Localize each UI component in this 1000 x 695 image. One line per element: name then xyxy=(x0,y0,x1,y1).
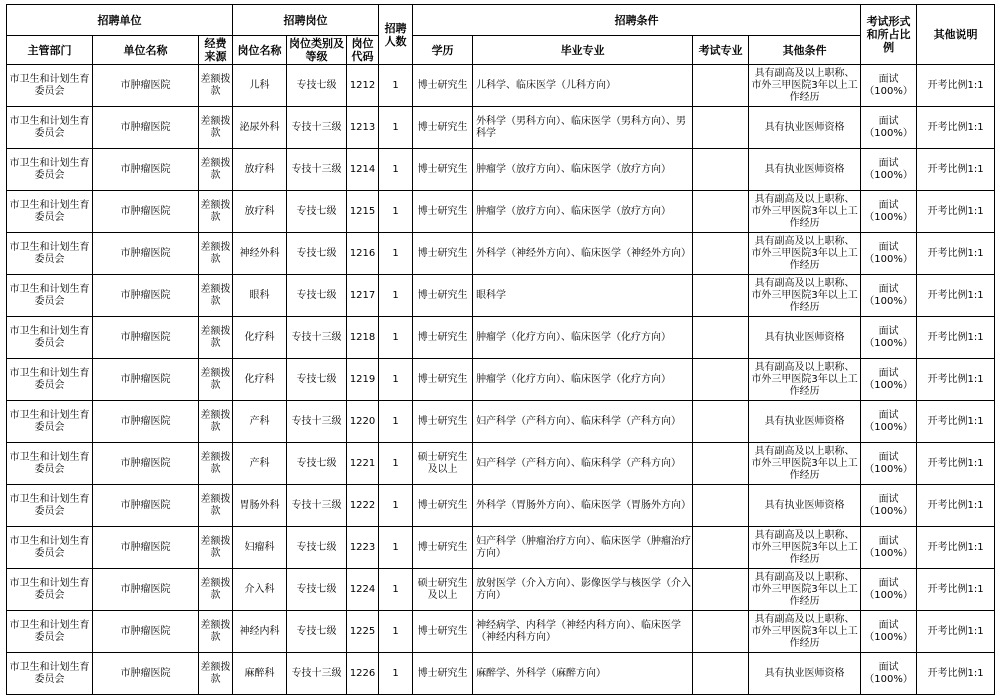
cell-exam-format: 面试（100%） xyxy=(861,359,917,401)
cell-exam-format: 面试（100%） xyxy=(861,653,917,695)
cell-post: 放疗科 xyxy=(233,149,287,191)
cell-count: 1 xyxy=(379,233,413,275)
cell-exam-format: 面试（100%） xyxy=(861,275,917,317)
cell-education: 博士研究生 xyxy=(413,401,473,443)
cell-post: 产科 xyxy=(233,443,287,485)
cell-major: 妇产科学（产科方向）、临床科学（产科方向） xyxy=(473,401,693,443)
cell-exam-format: 面试（100%） xyxy=(861,611,917,653)
cell-exam-major xyxy=(693,443,749,485)
cell-exam-major xyxy=(693,359,749,401)
cell-dept: 市卫生和计划生育委员会 xyxy=(7,527,93,569)
cell-education: 博士研究生 xyxy=(413,191,473,233)
table-row xyxy=(7,443,995,485)
cell-exam-major xyxy=(693,107,749,149)
cell-level: 专技七级 xyxy=(287,359,347,401)
header-post-type: 岗位类别及等级 xyxy=(287,36,347,65)
cell-level: 专技七级 xyxy=(287,443,347,485)
cell-other-conditions: 具有副高及以上职称、市外三甲医院3年以上工作经历 xyxy=(749,275,861,317)
cell-major: 眼科学 xyxy=(473,275,693,317)
cell-major: 肿瘤学（放疗方向）、临床医学（放疗方向） xyxy=(473,191,693,233)
cell-education: 硕士研究生及以上 xyxy=(413,569,473,611)
header-conditions: 招聘条件 xyxy=(413,5,861,36)
cell-funding: 差额拨款 xyxy=(199,485,233,527)
cell-exam-major xyxy=(693,485,749,527)
table-row xyxy=(7,149,995,191)
table-row xyxy=(7,401,995,443)
cell-post: 神经内科 xyxy=(233,611,287,653)
cell-funding: 差额拨款 xyxy=(199,359,233,401)
cell-dept: 市卫生和计划生育委员会 xyxy=(7,317,93,359)
cell-count: 1 xyxy=(379,107,413,149)
cell-exam-major xyxy=(693,569,749,611)
cell-level: 专技七级 xyxy=(287,191,347,233)
cell-level: 专技七级 xyxy=(287,611,347,653)
cell-funding: 差额拨款 xyxy=(199,527,233,569)
cell-note: 开考比例1:1 xyxy=(917,611,995,653)
cell-exam-format: 面试（100%） xyxy=(861,569,917,611)
cell-funding: 差额拨款 xyxy=(199,401,233,443)
cell-note: 开考比例1:1 xyxy=(917,65,995,107)
header-funding: 经费来源 xyxy=(199,36,233,65)
cell-education: 博士研究生 xyxy=(413,233,473,275)
header-dept: 主管部门 xyxy=(7,36,93,65)
cell-post: 介入科 xyxy=(233,569,287,611)
cell-exam-major xyxy=(693,527,749,569)
table-row xyxy=(7,527,995,569)
cell-post: 胃肠外科 xyxy=(233,485,287,527)
cell-education: 博士研究生 xyxy=(413,65,473,107)
cell-other-conditions: 具有副高及以上职称、市外三甲医院3年以上工作经历 xyxy=(749,191,861,233)
cell-unit: 市肿瘤医院 xyxy=(93,611,199,653)
cell-dept: 市卫生和计划生育委员会 xyxy=(7,653,93,695)
cell-note: 开考比例1:1 xyxy=(917,191,995,233)
cell-post: 泌尿外科 xyxy=(233,107,287,149)
cell-exam-format: 面试（100%） xyxy=(861,485,917,527)
header-education: 学历 xyxy=(413,36,473,65)
cell-level: 专技七级 xyxy=(287,275,347,317)
cell-funding: 差额拨款 xyxy=(199,653,233,695)
cell-major: 麻醉学、外科学（麻醉方向） xyxy=(473,653,693,695)
cell-count: 1 xyxy=(379,359,413,401)
cell-funding: 差额拨款 xyxy=(199,233,233,275)
cell-funding: 差额拨款 xyxy=(199,65,233,107)
cell-level: 专技十三级 xyxy=(287,653,347,695)
table-row xyxy=(7,233,995,275)
cell-level: 专技七级 xyxy=(287,569,347,611)
cell-major: 神经病学、内科学（神经内科方向）、临床医学（神经内科方向） xyxy=(473,611,693,653)
table-body xyxy=(7,65,995,695)
header-post-name: 岗位名称 xyxy=(233,36,287,65)
cell-level: 专技七级 xyxy=(287,233,347,275)
cell-funding: 差额拨款 xyxy=(199,569,233,611)
table-row xyxy=(7,611,995,653)
cell-note: 开考比例1:1 xyxy=(917,527,995,569)
cell-education: 博士研究生 xyxy=(413,149,473,191)
cell-note: 开考比例1:1 xyxy=(917,401,995,443)
cell-exam-major xyxy=(693,317,749,359)
cell-education: 博士研究生 xyxy=(413,611,473,653)
cell-funding: 差额拨款 xyxy=(199,107,233,149)
cell-note: 开考比例1:1 xyxy=(917,149,995,191)
cell-unit: 市肿瘤医院 xyxy=(93,485,199,527)
cell-dept: 市卫生和计划生育委员会 xyxy=(7,275,93,317)
recruitment-table xyxy=(6,4,995,695)
header-unit-name: 单位名称 xyxy=(93,36,199,65)
cell-unit: 市肿瘤医院 xyxy=(93,443,199,485)
cell-other-conditions: 具有执业医师资格 xyxy=(749,107,861,149)
cell-education: 博士研究生 xyxy=(413,485,473,527)
cell-count: 1 xyxy=(379,527,413,569)
cell-code: 1225 xyxy=(347,611,379,653)
cell-note: 开考比例1:1 xyxy=(917,233,995,275)
cell-count: 1 xyxy=(379,485,413,527)
cell-unit: 市肿瘤医院 xyxy=(93,191,199,233)
cell-other-conditions: 具有副高及以上职称、市外三甲医院3年以上工作经历 xyxy=(749,527,861,569)
header-major: 毕业专业 xyxy=(473,36,693,65)
cell-unit: 市肿瘤医院 xyxy=(93,527,199,569)
cell-code: 1221 xyxy=(347,443,379,485)
cell-dept: 市卫生和计划生育委员会 xyxy=(7,65,93,107)
cell-major: 外科学（男科方向）、临床医学（男科方向）、男科学 xyxy=(473,107,693,149)
cell-other-conditions: 具有副高及以上职称、市外三甲医院3年以上工作经历 xyxy=(749,443,861,485)
cell-code: 1222 xyxy=(347,485,379,527)
cell-funding: 差额拨款 xyxy=(199,149,233,191)
cell-exam-major xyxy=(693,401,749,443)
table-row xyxy=(7,275,995,317)
cell-exam-format: 面试（100%） xyxy=(861,149,917,191)
cell-code: 1226 xyxy=(347,653,379,695)
header-exam-major: 考试专业 xyxy=(693,36,749,65)
cell-major: 妇产科学（肿瘤治疗方向）、临床医学（肿瘤治疗方向） xyxy=(473,527,693,569)
cell-code: 1213 xyxy=(347,107,379,149)
cell-dept: 市卫生和计划生育委员会 xyxy=(7,485,93,527)
cell-education: 博士研究生 xyxy=(413,527,473,569)
cell-count: 1 xyxy=(379,149,413,191)
cell-unit: 市肿瘤医院 xyxy=(93,359,199,401)
cell-unit: 市肿瘤医院 xyxy=(93,569,199,611)
cell-post: 神经外科 xyxy=(233,233,287,275)
table-row xyxy=(7,653,995,695)
cell-major: 肿瘤学（化疗方向）、临床医学（化疗方向） xyxy=(473,317,693,359)
table-row xyxy=(7,65,995,107)
cell-count: 1 xyxy=(379,569,413,611)
table-row xyxy=(7,569,995,611)
cell-count: 1 xyxy=(379,275,413,317)
cell-code: 1220 xyxy=(347,401,379,443)
cell-major: 外科学（胃肠外方向）、临床医学（胃肠外方向） xyxy=(473,485,693,527)
cell-note: 开考比例1:1 xyxy=(917,275,995,317)
table-row xyxy=(7,191,995,233)
cell-post: 儿科 xyxy=(233,65,287,107)
cell-dept: 市卫生和计划生育委员会 xyxy=(7,611,93,653)
cell-major: 儿科学、临床医学（儿科方向） xyxy=(473,65,693,107)
cell-other-conditions: 具有副高及以上职称、市外三甲医院3年以上工作经历 xyxy=(749,359,861,401)
cell-exam-major xyxy=(693,233,749,275)
cell-major: 放射医学（介入方向）、影像医学与核医学（介入方向） xyxy=(473,569,693,611)
header-exam-format: 考试形式和所占比例 xyxy=(861,5,917,65)
cell-note: 开考比例1:1 xyxy=(917,485,995,527)
cell-funding: 差额拨款 xyxy=(199,611,233,653)
cell-code: 1215 xyxy=(347,191,379,233)
cell-code: 1214 xyxy=(347,149,379,191)
cell-unit: 市肿瘤医院 xyxy=(93,107,199,149)
cell-count: 1 xyxy=(379,443,413,485)
cell-code: 1212 xyxy=(347,65,379,107)
cell-note: 开考比例1:1 xyxy=(917,569,995,611)
cell-exam-major xyxy=(693,65,749,107)
header-recruiting-post: 招聘岗位 xyxy=(233,5,379,36)
table-row xyxy=(7,485,995,527)
cell-other-conditions: 具有副高及以上职称、市外三甲医院3年以上工作经历 xyxy=(749,65,861,107)
cell-unit: 市肿瘤医院 xyxy=(93,233,199,275)
cell-exam-major xyxy=(693,653,749,695)
cell-note: 开考比例1:1 xyxy=(917,359,995,401)
cell-education: 博士研究生 xyxy=(413,653,473,695)
cell-note: 开考比例1:1 xyxy=(917,317,995,359)
cell-dept: 市卫生和计划生育委员会 xyxy=(7,191,93,233)
cell-other-conditions: 具有副高及以上职称、市外三甲医院3年以上工作经历 xyxy=(749,569,861,611)
cell-post: 化疗科 xyxy=(233,317,287,359)
cell-count: 1 xyxy=(379,317,413,359)
cell-post: 放疗科 xyxy=(233,191,287,233)
cell-code: 1216 xyxy=(347,233,379,275)
cell-education: 硕士研究生及以上 xyxy=(413,443,473,485)
cell-dept: 市卫生和计划生育委员会 xyxy=(7,233,93,275)
cell-major: 肿瘤学（放疗方向）、临床医学（放疗方向） xyxy=(473,149,693,191)
cell-code: 1218 xyxy=(347,317,379,359)
cell-code: 1219 xyxy=(347,359,379,401)
cell-post: 麻醉科 xyxy=(233,653,287,695)
cell-exam-format: 面试（100%） xyxy=(861,527,917,569)
cell-post: 化疗科 xyxy=(233,359,287,401)
cell-count: 1 xyxy=(379,191,413,233)
cell-code: 1217 xyxy=(347,275,379,317)
table-row xyxy=(7,317,995,359)
cell-funding: 差额拨款 xyxy=(199,275,233,317)
header-recruiting-unit: 招聘单位 xyxy=(7,5,233,36)
table-row xyxy=(7,359,995,401)
cell-dept: 市卫生和计划生育委员会 xyxy=(7,443,93,485)
cell-level: 专技十三级 xyxy=(287,149,347,191)
cell-unit: 市肿瘤医院 xyxy=(93,401,199,443)
cell-level: 专技十三级 xyxy=(287,107,347,149)
cell-other-conditions: 具有副高及以上职称、市外三甲医院3年以上工作经历 xyxy=(749,233,861,275)
cell-other-conditions: 具有执业医师资格 xyxy=(749,485,861,527)
cell-exam-format: 面试（100%） xyxy=(861,401,917,443)
cell-other-conditions: 具有执业医师资格 xyxy=(749,401,861,443)
cell-exam-format: 面试（100%） xyxy=(861,317,917,359)
cell-exam-format: 面试（100%） xyxy=(861,65,917,107)
cell-major: 肿瘤学（化疗方向）、临床医学（化疗方向） xyxy=(473,359,693,401)
cell-exam-major xyxy=(693,191,749,233)
cell-dept: 市卫生和计划生育委员会 xyxy=(7,569,93,611)
header-other-conditions: 其他条件 xyxy=(749,36,861,65)
cell-dept: 市卫生和计划生育委员会 xyxy=(7,401,93,443)
cell-note: 开考比例1:1 xyxy=(917,443,995,485)
cell-exam-major xyxy=(693,611,749,653)
cell-education: 博士研究生 xyxy=(413,359,473,401)
cell-exam-major xyxy=(693,149,749,191)
cell-code: 1223 xyxy=(347,527,379,569)
header-post-code: 岗位代码 xyxy=(347,36,379,65)
cell-dept: 市卫生和计划生育委员会 xyxy=(7,107,93,149)
cell-unit: 市肿瘤医院 xyxy=(93,275,199,317)
cell-level: 专技十三级 xyxy=(287,401,347,443)
cell-other-conditions: 具有执业医师资格 xyxy=(749,653,861,695)
cell-education: 博士研究生 xyxy=(413,317,473,359)
cell-post: 产科 xyxy=(233,401,287,443)
cell-exam-format: 面试（100%） xyxy=(861,443,917,485)
cell-funding: 差额拨款 xyxy=(199,443,233,485)
cell-count: 1 xyxy=(379,611,413,653)
cell-unit: 市肿瘤医院 xyxy=(93,149,199,191)
cell-dept: 市卫生和计划生育委员会 xyxy=(7,149,93,191)
header-notes: 其他说明 xyxy=(917,5,995,65)
cell-unit: 市肿瘤医院 xyxy=(93,317,199,359)
cell-exam-major xyxy=(693,275,749,317)
cell-major: 妇产科学（产科方向）、临床科学（产科方向） xyxy=(473,443,693,485)
cell-exam-format: 面试（100%） xyxy=(861,191,917,233)
cell-other-conditions: 具有执业医师资格 xyxy=(749,317,861,359)
cell-count: 1 xyxy=(379,401,413,443)
cell-education: 博士研究生 xyxy=(413,107,473,149)
cell-note: 开考比例1:1 xyxy=(917,107,995,149)
header-count: 招聘人数 xyxy=(379,5,413,65)
cell-unit: 市肿瘤医院 xyxy=(93,653,199,695)
cell-funding: 差额拨款 xyxy=(199,317,233,359)
table-row xyxy=(7,107,995,149)
cell-level: 专技七级 xyxy=(287,65,347,107)
cell-code: 1224 xyxy=(347,569,379,611)
cell-count: 1 xyxy=(379,65,413,107)
cell-post: 妇瘤科 xyxy=(233,527,287,569)
cell-funding: 差额拨款 xyxy=(199,191,233,233)
cell-dept: 市卫生和计划生育委员会 xyxy=(7,359,93,401)
cell-education: 博士研究生 xyxy=(413,275,473,317)
cell-level: 专技十三级 xyxy=(287,485,347,527)
cell-exam-format: 面试（100%） xyxy=(861,233,917,275)
cell-note: 开考比例1:1 xyxy=(917,653,995,695)
cell-unit: 市肿瘤医院 xyxy=(93,65,199,107)
cell-level: 专技十三级 xyxy=(287,317,347,359)
cell-major: 外科学（神经外方向）、临床医学（神经外方向） xyxy=(473,233,693,275)
cell-count: 1 xyxy=(379,653,413,695)
cell-other-conditions: 具有副高及以上职称、市外三甲医院3年以上工作经历 xyxy=(749,611,861,653)
cell-post: 眼科 xyxy=(233,275,287,317)
cell-level: 专技七级 xyxy=(287,527,347,569)
cell-other-conditions: 具有执业医师资格 xyxy=(749,149,861,191)
cell-exam-format: 面试（100%） xyxy=(861,107,917,149)
